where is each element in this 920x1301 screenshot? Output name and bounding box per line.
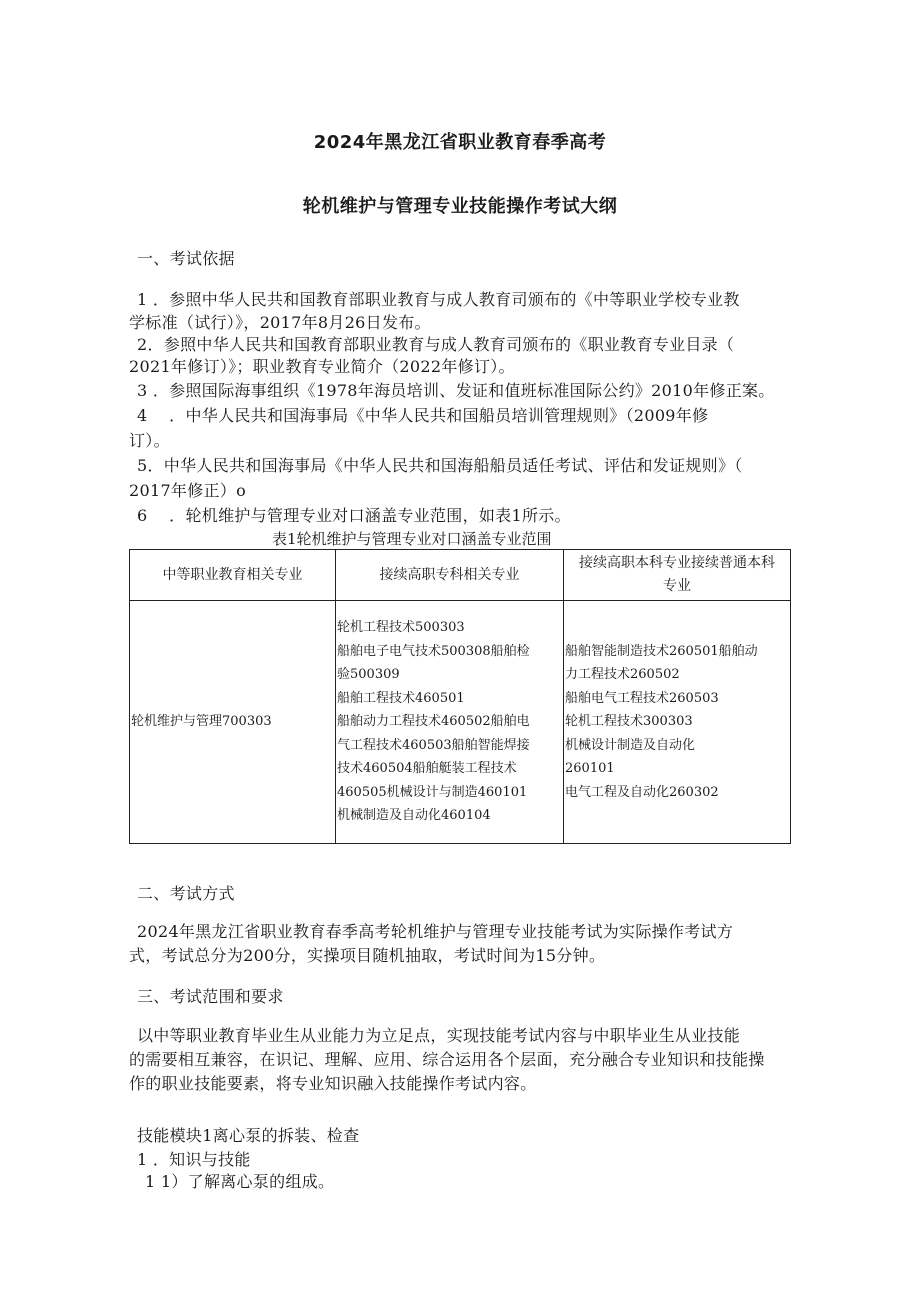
table-row (130, 601, 791, 844)
table-cell-line: 船舶智能制造技术260501船舶动 (565, 643, 758, 659)
module1-item: 1 1）了解离心泵的组成。 (145, 1172, 335, 1191)
table-cell-line: 技术460504船舶艇装工程技术 (337, 761, 517, 777)
table-cell-secondary (130, 601, 336, 844)
table-cell-line: 轮机工程技术500303 (337, 620, 465, 636)
table-cell-line: 船舶工程技术460501 (337, 690, 465, 706)
section1-heading: 一、考试依据 (137, 249, 235, 268)
table-cell-line: 船舶动力工程技术460502船舶电 (337, 714, 530, 730)
section3-heading: 三、考试范围和要求 (137, 987, 284, 1006)
table-cell-line: 验500309 (337, 667, 400, 683)
table-header-cell: 中等职业教育相关专业 (130, 550, 336, 601)
table-cell-line: 船舶电子电气技术500308船舶检 (337, 643, 530, 659)
section1-line: 2021年修订）》；职业教育专业简介（2022年修订）。 (129, 357, 515, 376)
section1-line: 1 ．参照中华人民共和国教育部职业教育与成人教育司颁布的《中等职业学校专业教 (137, 290, 740, 309)
module1-subheading: 1 ．知识与技能 (137, 1150, 251, 1169)
section1-line: 4 ．中华人民共和国海事局《中华人民共和国船员培训管理规则》（2009年修 (137, 406, 709, 425)
section1-line: 3 ．参照国际海事组织《1978年海员培训、发证和值班标准国际公约》2010年修正案。 (137, 381, 775, 400)
table-cell-line: 气工程技术460503船舶智能焊接 (337, 737, 530, 753)
section1-line: 2．参照中华人民共和国教育部职业教育与成人教育司颁布的《职业教育专业目录（ (137, 335, 735, 354)
table-cell-line: 460505机械设计与制造460101 (337, 784, 528, 800)
section3-line: 作的职业技能要素，将专业知识融入技能操作考试内容。 (129, 1074, 537, 1093)
table-cell-line: 机械设计制造及自动化 (565, 737, 696, 753)
table-cell-line: 船舶电气工程技术260503 (565, 690, 719, 706)
table-cell-line: 260101 (565, 761, 615, 777)
majors-table (129, 549, 791, 844)
table-caption: 表1轮机维护与管理专业对口涵盖专业范围 (272, 530, 552, 548)
section1-line: 学标准（试行）》，2017年8月26日发布。 (129, 313, 431, 332)
table-cell-line: 力工程技术260502 (565, 667, 680, 683)
table-cell-line: 轮机维护与管理700303 (131, 714, 272, 730)
table-cell-line: 轮机工程技术300303 (565, 714, 693, 730)
module1-title: 技能模块1离心泵的拆装、检查 (137, 1126, 360, 1145)
section1-line: 2017年修正）o (129, 481, 247, 500)
section1-line: 订）。 (129, 431, 170, 450)
table-cell-bachelor (564, 601, 791, 844)
document-title: 2024年黑龙江省职业教育春季高考 (313, 132, 607, 153)
document-subtitle: 轮机维护与管理专业技能操作考试大纲 (302, 196, 618, 217)
section2-line: 2024年黑龙江省职业教育春季高考轮机维护与管理专业技能考试为实际操作考试方 (137, 922, 734, 941)
section2-heading: 二、考试方式 (137, 884, 235, 903)
section1-line: 6 ．轮机维护与管理专业对口涵盖专业范围，如表1所示。 (137, 506, 571, 525)
table-header-row (130, 550, 791, 601)
table-cell-line: 电气工程及自动化260302 (565, 784, 719, 800)
table-cell-associate (336, 601, 564, 844)
table-header-cell: 接续高职本科专业接续普通本科 专业 (564, 550, 791, 601)
section3-line: 的需要相互兼容，在识记、理解、应用、综合运用各个层面，充分融合专业知识和技能操 (129, 1050, 765, 1069)
section3-line: 以中等职业教育毕业生从业能力为立足点，实现技能考试内容与中职毕业生从业技能 (137, 1026, 741, 1045)
table-header-cell: 接续高职专科相关专业 (336, 550, 564, 601)
table-cell-line: 机械制造及自动化460104 (337, 808, 491, 824)
section2-line: 式，考试总分为200分，实操项目随机抽取，考试时间为15分钟。 (129, 946, 606, 965)
section1-line: 5．中华人民共和国海事局《中华人民共和国海船船员适任考试、评估和发证规则》（ (137, 456, 743, 475)
